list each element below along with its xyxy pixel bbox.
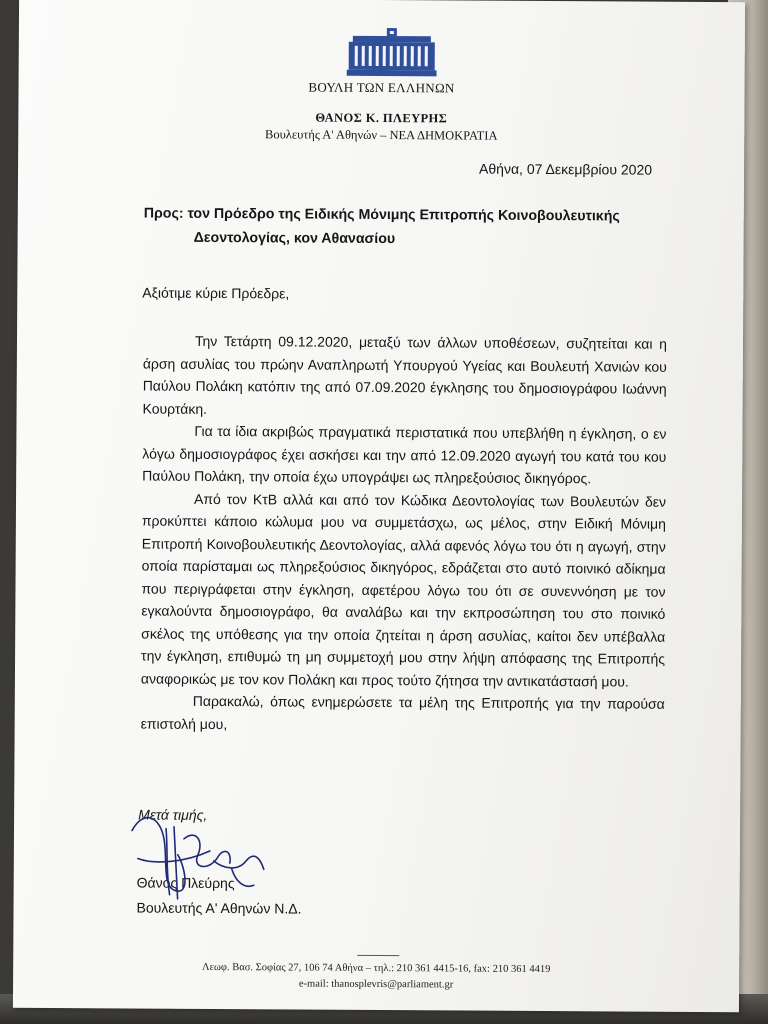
- handwritten-signature: [114, 798, 285, 909]
- recipient-line-2: Δεοντολογίας, κον Αθανασίου: [193, 229, 396, 248]
- recipient-block: [144, 202, 664, 253]
- body-paragraph: Από τον ΚτΒ αλλά και από τον Κώδικα Δεοντολογίας των Βουλευτών δεν προκύπτει κάποιο κώλυμα μου να συμμετάσχω, ως μέλος, στην Ειδική Μόνιμη Επιτροπή Κοινοβουλευτικής Δεοντολογίας, αλλά αφενός λόγω του ότι η αγωγή, στην οποία παρίσταμαι ως πληρεξούσιος δικηγόρος, εδράζεται στο αυτό ποινικό αδίκημα που περιγράφεται στην έγκληση, αφετέρου λόγω του ότι σε συνεννόηση με τον εγκαλούντα δημοσιογράφο, θα αναλάβω και την εκπροσώπηση του στο ποινικό σκέλος της υπόθεσης για την οποία ζητείται η άρση ασυλίας, καίτοι δεν υπέβαλλα την έγκληση, επιθυμώ τη μη συμμετοχή μου στην λήψη απόφασης της Επιτροπής αναφορικώς με τον κον Πολάκη και προς τούτο ζήτησα την αντικατάστασή μου.: [140, 490, 667, 690]
- footer-divider: [357, 955, 399, 956]
- salutation: Αξιότιμε κύριε Πρόεδρε,: [142, 284, 290, 302]
- letter-date: Αθήνα, 07 Δεκεμβρίου 2020: [479, 160, 653, 178]
- closing: Μετά τιμής,: [138, 806, 208, 823]
- signatory-name: Θάνος Πλεύρης: [136, 874, 235, 892]
- letter-body: [141, 330, 667, 738]
- recipient-line-1: Προς: τον Πρόεδρο της Ειδικής Μόνιμης Επιτροπής Κοινοβουλευτικής: [143, 205, 620, 225]
- parliament-name: ΒΟΥΛΗ ΤΩΝ ΕΛΛΗΝΩΝ: [308, 79, 455, 96]
- body-paragraph: Παρακαλώ, όπως ενημερώσετε τα μέλη της Επιτροπής για την παρούσα επιστολή μου,: [140, 692, 665, 732]
- footer-address: Λεωφ. Βασ. Σοφίας 27, 106 74 Αθήνα – τηλ.: 210 361 4415-16, fax: 210 361 4419: [201, 961, 551, 976]
- letter-page: [13, 0, 745, 1012]
- footer-email: e-mail: thanosplevris@parliament.gr: [298, 978, 454, 991]
- sender-name: ΘΑΝΟΣ Κ. ΠΛΕΥΡΗΣ: [315, 110, 448, 126]
- parliament-building-icon: [347, 26, 437, 79]
- signatory-title: Βουλευτής Α' Αθηνών Ν.Δ.: [136, 899, 302, 917]
- body-paragraph: Την Τετάρτη 09.12.2020, μεταξύ των άλλων υποθέσεων, συζητείται και η άρση ασυλίας του πρώην Αναπληρωτή Υπουργού Υγείας και Βουλευτή Χανιών κου Παύλου Πολάκη κατόπιν της από 07.09.2020 έγκλησης του δημοσιογράφου Ιωάννη Κουρτάκη.: [142, 332, 668, 417]
- body-paragraph: Για τα ίδια ακριβώς πραγματικά περιστατικά που υπεβλήθη η έγκληση, ο εν λόγω δημοσιογράφος έχει ασκήσει και την από 12.09.2020 αγωγή του κατά του κου Παύλου Πολάκη, την οποία έχω υπογράψει ως πληρεξούσιος δικηγόρος.: [142, 422, 667, 487]
- sender-title: Βουλευτής Α' Αθηνών – ΝΕΑ ΔΗΜΟΚΡΑΤΙΑ: [264, 127, 498, 143]
